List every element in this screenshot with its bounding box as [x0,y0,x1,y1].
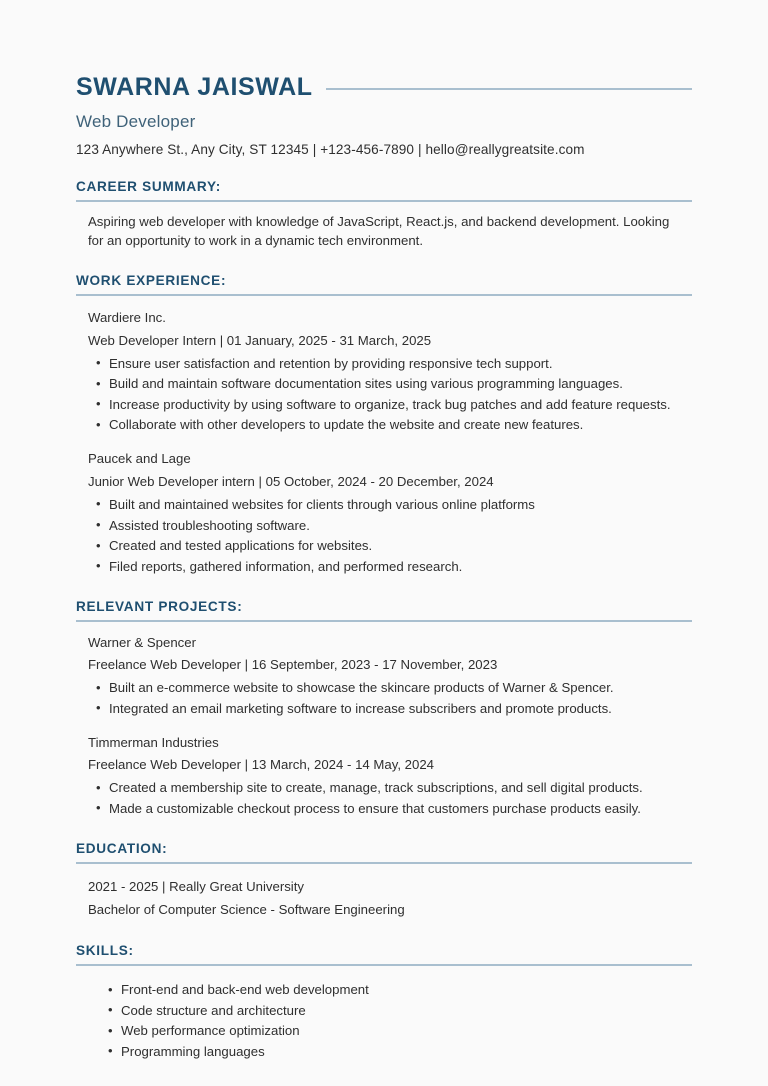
section-heading-education: EDUCATION: [76,841,168,857]
career-summary-text: Aspiring web developer with knowledge of JavaScript, React.js, and backend development. Looking for an opportunity to work in a dynamic tech environment. [88,213,670,249]
list-item: • Ensure user satisfaction and retention by providing responsive tech support. [88,354,692,374]
section-heading-work-experience: WORK EXPERIENCE: [76,273,227,289]
list-item: • Front-end and back-end web development [100,980,692,1000]
responsibility-list [88,354,692,436]
list-item: • Filed reports, gathered information, and performed research. [88,557,692,577]
work-experience-entry [88,308,692,435]
project-entry [88,733,692,819]
list-item: • Programming languages [100,1042,692,1062]
candidate-name: SWARNA JAISWAL [76,73,313,101]
header-divider-rule [326,88,692,90]
list-item: • Collaborate with other developers to update the website and create new features. [88,415,692,435]
list-item: • Created a membership site to create, manage, track subscriptions, and sell digital products. [88,778,692,798]
section-career-summary [76,179,692,252]
list-item: • Created and tested applications for websites. [88,536,692,556]
skills-body [76,966,692,1062]
list-item: • Integrated an email marketing software to increase subscribers and promote products. [88,699,692,719]
resume-header [76,74,692,102]
list-item: • Code structure and architecture [100,1001,692,1021]
role-and-dates: Freelance Web Developer | 13 March, 2024 - 14 May, 2024 [88,757,434,773]
project-entry [88,633,692,719]
section-heading-skills: SKILLS: [76,943,134,959]
role-and-dates: Junior Web Developer intern | 05 October, 2024 - 20 December, 2024 [88,473,494,489]
education-dates-and-school: 2021 - 2025 | Really Great University [88,879,304,895]
employer-name: Paucek and Lage [88,451,191,467]
role-and-dates: Web Developer Intern | 01 January, 2025 - 31 March, 2025 [88,332,432,348]
client-name: Warner & Spencer [88,634,196,650]
career-summary-body [76,202,692,252]
work-experience-body [76,296,692,577]
section-heading-relevant-projects: RELEVANT PROJECTS: [76,598,243,614]
section-heading-career-summary: CAREER SUMMARY: [76,178,221,194]
contact-line: 123 Anywhere St., Any City, ST 12345 | +123-456-7890 | hello@reallygreatsite.com [76,141,585,157]
skills-list [100,980,692,1062]
candidate-job-title: Web Developer [76,111,196,131]
list-item: • Made a customizable checkout process to ensure that customers purchase products easily. [88,799,692,819]
relevant-projects-body [76,622,692,819]
employer-name: Wardiere Inc. [88,310,166,326]
education-body [76,864,692,921]
list-item: • Built and maintained websites for clients through various online platforms [88,495,692,515]
project-detail-list [88,678,692,719]
section-education [76,841,692,921]
section-relevant-projects [76,599,692,819]
list-item: • Increase productivity by using software to organize, track bug patches and add feature requests. [88,395,692,415]
client-name: Timmerman Industries [88,734,219,750]
section-work-experience [76,273,692,577]
role-and-dates: Freelance Web Developer | 16 September, 2023 - 17 November, 2023 [88,657,498,673]
work-experience-entry [88,449,692,576]
list-item: • Web performance optimization [100,1021,692,1041]
responsibility-list [88,495,692,577]
list-item: • Build and maintain software documentation sites using various programming languages. [88,374,692,394]
list-item: • Assisted troubleshooting software. [88,516,692,536]
list-item: • Built an e-commerce website to showcase the skincare products of Warner & Spencer. [88,678,692,698]
project-detail-list [88,778,692,819]
education-degree: Bachelor of Computer Science - Software Engineering [88,902,405,918]
section-skills [76,943,692,1062]
